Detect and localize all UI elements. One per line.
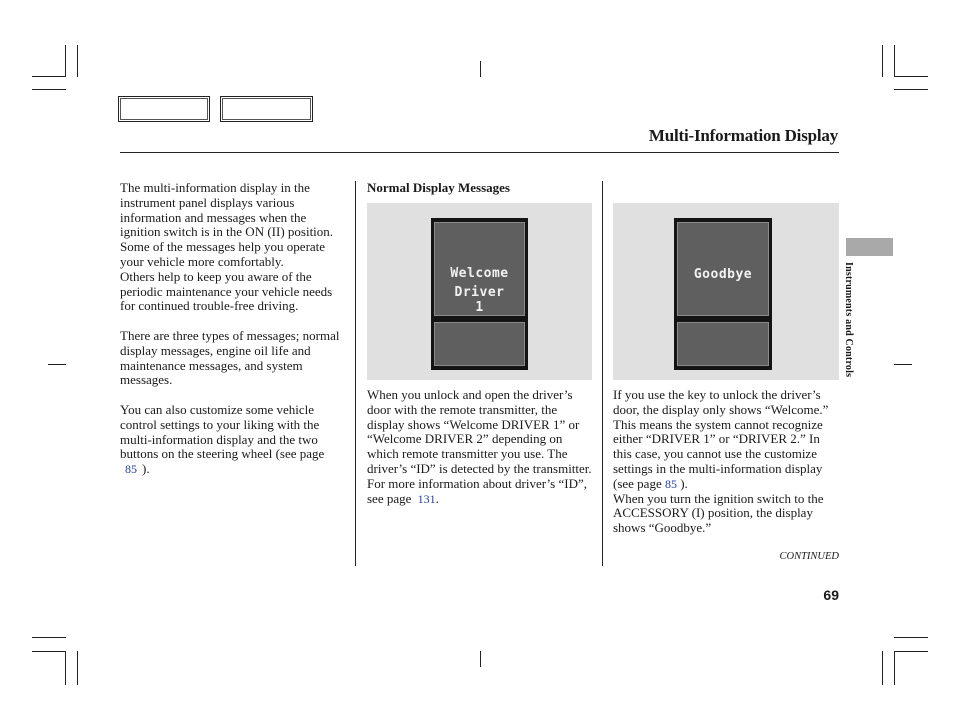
right-column-body <box>613 388 841 536</box>
section-tab-label: Instruments and Controls <box>843 262 854 378</box>
header-tab-box-2 <box>220 96 313 122</box>
lcd-frame <box>674 218 772 370</box>
section-heading: Normal Display Messages <box>367 180 510 195</box>
goodbye-paragraph: When you turn the ignition switch to the ACCESSORY (I) position, the display shows “Goodbye.” <box>613 490 824 536</box>
section-tab-marker <box>846 238 893 256</box>
customize-paragraph: You can also customize some vehicle control settings to your liking with the multi-information display and the two buttons on the steering wheel (see page 85 ). <box>120 401 325 477</box>
continued-label: CONTINUED <box>779 551 839 562</box>
title-rule <box>120 152 839 153</box>
lcd-upper-screen <box>677 222 769 316</box>
middle-body <box>367 388 595 506</box>
intro-paragraph: The multi-information display in the instrument panel displays various information and messages when the ignition switch is in the ON (II) position. Some of the messages help you operate your vehicle more comfortably. <box>120 180 334 269</box>
page-title: Multi-Information Display <box>648 126 838 145</box>
page-link-85[interactable]: 85 <box>664 476 677 491</box>
message-types-paragraph: There are three types of messages; normal display messages, engine oil life and maintenance messages, and system messages. <box>120 327 340 388</box>
maintenance-paragraph: Others help to keep you aware of the periodic maintenance your vehicle needs for continued trouble-free driving. <box>120 268 333 314</box>
lcd-driver-line: Driver <box>454 285 505 300</box>
column-divider-1 <box>355 181 356 566</box>
lcd-lower-screen <box>434 322 525 366</box>
page-number: 69 <box>823 587 839 603</box>
column-divider-2 <box>602 181 603 566</box>
lcd-frame <box>431 218 528 370</box>
goodbye-display-illustration <box>613 203 839 380</box>
header-tab-box-1 <box>118 96 210 122</box>
welcome-display-illustration <box>367 203 592 380</box>
key-unlock-paragraph: If you use the key to unlock the driver’s door, the display only shows “Welcome.” This means the system cannot recognize either “DRIVER 1” or “DRIVER 2.” In this case, you cannot use the customize settings in the multi-information display (see page 85 ). <box>613 387 829 491</box>
lcd-upper-screen <box>434 222 525 316</box>
page-link-131[interactable]: 131 <box>417 491 436 506</box>
lcd-lower-screen <box>677 322 769 366</box>
welcome-paragraph: When you unlock and open the driver’s door with the remote transmitter, the display shows “Welcome DRIVER 1” or “Welcome DRIVER 2” depending on which remote transmitter you use. The driver’s “ID” is detected by the transmitter. For more information about driver’s “ID”, see page 131. <box>367 387 592 506</box>
lcd-welcome-line: Welcome <box>450 266 509 281</box>
middle-column <box>367 181 595 196</box>
lcd-goodbye-line: Goodbye <box>693 267 753 282</box>
page-link-85[interactable]: 85 <box>125 462 137 477</box>
lcd-driver-number: 1 <box>475 300 484 315</box>
left-column <box>120 181 348 477</box>
